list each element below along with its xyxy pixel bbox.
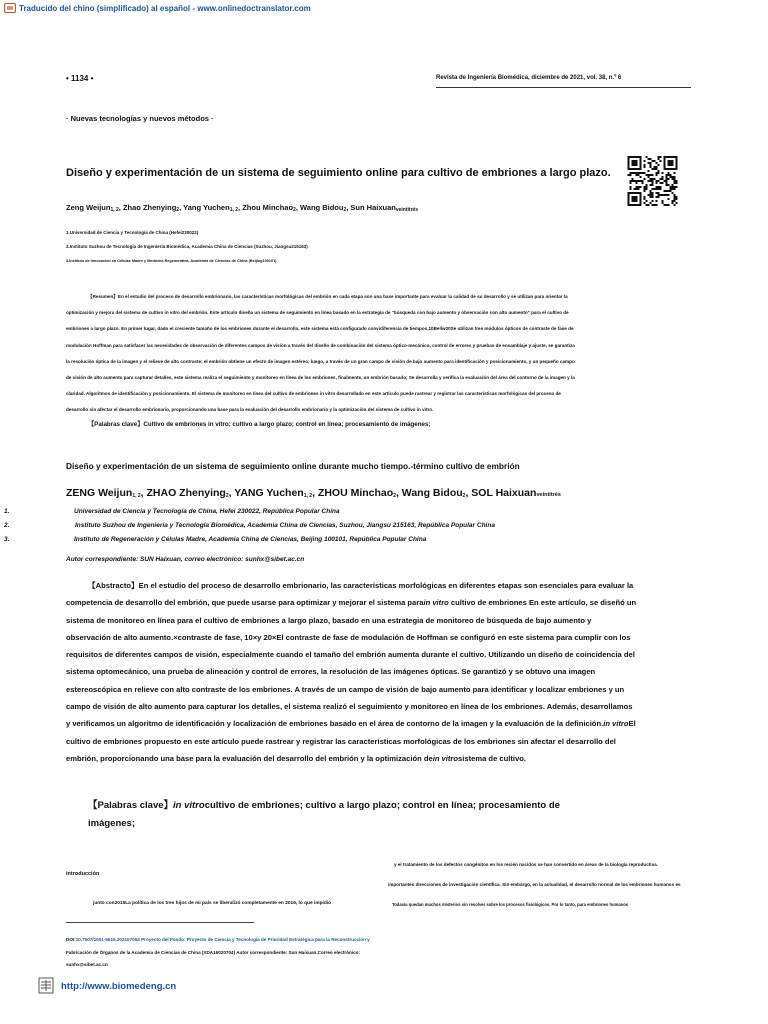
abstract-es-line: optimización y mejora del sistema de cultivo in vitro del embrión. Este artículo diseña un sistema de seguimiento en línea basado en la estrategia de "búsqueda con bajo aumento y observación con alto aumento" para el cultivo de	[66, 310, 569, 316]
intro-heading: introducción	[66, 871, 100, 877]
header-rule	[436, 87, 691, 88]
journal-header: Revista de Ingeniería Biomédica, diciembre de 2021, vol. 38, n.º 6	[436, 75, 622, 81]
footer-url-link[interactable]: http://www.biomedeng.cn	[61, 981, 177, 992]
author-name: Sun Haixuan	[350, 203, 396, 212]
translator-link[interactable]: Traducido del chino (simplificado) al español - www.onlinedoctranslator.com	[19, 3, 311, 13]
section-label: · Nuevas tecnologías y nuevos métodos ·	[66, 114, 214, 123]
keywords-es: 【Palabras clave】Cultivo de embriones in vitro; cultivo a largo plazo; control en línea; procesamiento de imágenes;	[88, 421, 431, 428]
doi-label: DOI:	[66, 937, 76, 942]
page-number: • 1134 •	[66, 74, 94, 83]
footnote-rule	[66, 922, 254, 923]
author-affiliation-mark: 1, 2	[303, 493, 313, 499]
author-affiliation-mark: veintitrés	[536, 492, 561, 498]
author-list-es: Zeng Weijun$_{1, 2}$, Zhao Zhenying$_2$, Yang Yuchen$_{1, 2}$, Zhou Minchao$_2$, Wang Bidou$_2$, Sun Haixuan$_{veintitrés}$	[66, 203, 419, 213]
intro-left-line: junto con2015La política de los tres hijos de mi país se liberalizó completamente en 2016, lo que impidió	[93, 901, 332, 906]
author-name: ZENG Weijun	[66, 487, 133, 499]
abstract-en-text: cultivo de embriones En este artículo, se diseñó un sistema de monitoreo en línea para el cultivo de embriones a largo plazo, basado en una estrategia de monitoreo de búsqueda de bajo aumento y observación de alto aumento.×contraste de fase, 10×y 20×El contraste de fase de modulación de Hoffman se configuró en este sistema para cumplir con los requisitos de diferentes campos de visión, especialmente cuando el tamaño del embrión aumenta durante el cultivo. Utilizando un diseño de coincidencia del sistema optomecánico, una prueba de alineación y control de errores, la resolución de las imágenes ópticas. Se garantizó y se obtuvo una imagen estereoscópica en relieve con alto contraste de los embriones. A través de un campo de visión de bajo aumento para identificar y localizar embriones y un campo de visión de alto aumento para capturar los detalles, el sistema realizó el seguimiento y monitoreo en línea de los embriones. Además, desarrollamos y verificamos un algoritmo de identificación y localización de embriones basado en el área de contorno de la imagen y la evaluación de la definición.	[66, 598, 637, 729]
affiliation-en-1	[4, 508, 340, 515]
keywords-en-italic: in vitro	[173, 800, 205, 811]
author-affiliation-mark: 2	[176, 207, 180, 213]
keywords-en	[88, 797, 608, 833]
journal-logo-icon	[38, 977, 54, 994]
keywords-en-text: cultivo de embriones; cultivo a largo plazo; control en línea; procesamiento de imágenes;	[88, 800, 560, 829]
affiliation-es-3: 3.Instituto de Innovación en Células Madre y Medicina Regenerativa, Academia de Ciencias de China (Beijing100101)	[66, 259, 277, 263]
affiliation-number: 2.	[4, 522, 10, 529]
abstract-es-line: desarrollo sin afectar el desarrollo embrionario, proporcionando una base para la evaluación del desarrollo embrionario y la optimización del sistema de cultivo in vitro.	[66, 407, 434, 413]
author-affiliation-mark: 2	[343, 207, 347, 213]
footnote-line-3: sunhx@sibet.ac.cn	[66, 962, 108, 967]
abstract-en-text: En el estudio del proceso de desarrollo embrionario, las características morfológicas en diferentes etapas son esenciales para evaluar la competencia de desarrollo del embrión, que puede usarse para optimizar y mejorar el sistema para	[66, 581, 634, 608]
affiliation-number: 3.	[4, 536, 10, 543]
author-name: Wang Bidou	[401, 487, 463, 499]
abstract-es-label: 【Resumen】	[88, 294, 118, 299]
affiliation-text: Instituto de Regeneración y Células Madre, Academia China de Ciencias, Beijing 100101, República Popular China	[74, 536, 427, 543]
author-list-en: ZENG Weijun$_{1, 2}$, ZHAO Zhenying$_2$, YANG Yuchen$_{1, 2}$, ZHOU Minchao$_2$, Wang Bidou$_2$, SOL Haixuanveintitrés	[66, 487, 561, 499]
affiliation-en-3	[4, 536, 427, 543]
paper-title-es: Diseño y experimentación de un sistema de seguimiento online para cultivo de embriones a largo plazo.	[66, 167, 611, 179]
doi-link[interactable]: 10.7507/1001-5515.202107053 Proyecto del Fondo: Proyecto de Ciencia y Tecnología de Prioridad Estratégica para la Reconstrucción y	[75, 937, 370, 942]
abstract-en	[66, 577, 638, 767]
abstract-es-line: claridad. Algoritmos de identificación y posicionamiento. El sistema de monitoreo en línea del cultivo de embriones in vitro desarrollado en este artículo puede rastrear y registrar las características morfológicas del proceso de	[66, 391, 561, 397]
author-affiliation-mark: veintitrés	[395, 207, 419, 213]
abstract-en-italic: in vitro	[603, 719, 629, 729]
affiliation-text: Instituto Suzhou de Ingeniería y Tecnología Biomédica, Academia China de Ciencias, Suzhou, Jiangsu 215163, República Popular China	[75, 522, 495, 529]
affiliation-number: 1.	[4, 508, 10, 515]
abstract-en-text: sistema de cultivo.	[458, 753, 526, 763]
affiliation-text: Universidad de Ciencia y Tecnología de China, Hefei 230022, República Popular China	[74, 508, 340, 515]
author-name: Zeng Weijun	[66, 203, 111, 212]
affiliation-es-2: 2.Instituto Suzhou de Tecnología de Ingeniería Biomédica, Academia China de Ciencias (Suzhou, Jiangsu215163)	[66, 244, 308, 249]
abstract-es-line: de visión de alto aumento para capturar detalles, este sistema realiza el seguimiento y monitoreo en línea de los embriones, finalmente, un embrión basado; Se desarrolla y verifica la evaluación del área del contorno de la imagen y la	[66, 375, 575, 381]
corresponding-author: Autor correspondiente: SUN Haixuan, correo electrónico: sunhx@sibet.ac.cn	[66, 556, 305, 563]
author-name: ZHAO Zhenying	[146, 487, 226, 499]
author-name: Yang Yuchen	[183, 203, 230, 212]
abstract-es-line: En el estudio del proceso de desarrollo embrionario, las características morfológicas del embrión en cada etapa son una base importante para evaluar la calidad de su desarrollo y se utilizan para orientar la	[117, 294, 568, 299]
author-name: SOL Haixuan	[471, 487, 537, 499]
abstract-en-text: El cultivo de embriones propuesto en este artículo puede rastrear y registrar las características morfológicas de los embriones sin afectar el desarrollo del embrión, proporcionando una base para la evaluación del desarrollo del embrión y la optimización de	[66, 719, 636, 763]
paper-title-en: Diseño y experimentación de un sistema de seguimiento online durante mucho tiempo.-término cultivo de embrión	[66, 461, 520, 471]
author-affiliation-mark: 2	[225, 493, 229, 499]
intro-right-line-2: importantes direcciones de investigación científica. Sin embargo, en la actualidad, el desarrollo normal de los embriones humanos es	[388, 882, 681, 887]
author-name: Zhao Zhenying	[122, 203, 177, 212]
abstract-es-line: la resolución óptica de la imagen y el relieve de alto contraste; el embrión obtiene un efecto de imagen estéreo; luego, a través de un gran campo de visión de bajo aumento para identificación y posicionamiento, y un pequeño campo	[66, 358, 575, 364]
author-name: YANG Yuchen	[234, 487, 304, 499]
abstract-es-line: modulación Hoffman para satisfacer las necesidades de observación de diferentes campos de visión a través del diseño de combinación del sistema óptico-mecánico, control de errores y pruebas de ensamblaje y ajuste, se garantiza	[66, 342, 575, 348]
abstract-es	[66, 289, 644, 419]
affiliation-es-1: 1.Universidad de Ciencia y Tecnología de China (Hefei230022)	[66, 230, 199, 235]
document-icon	[4, 3, 16, 13]
intro-right-line-1: y el tratamiento de los defectos congénitos en los recién nacidos se han convertido en áreas de la biología reproductiva.	[394, 862, 658, 867]
author-name: ZHOU Minchao	[317, 487, 394, 499]
keywords-en-label: 【Palabras clave】	[88, 800, 174, 811]
doi-line	[66, 937, 370, 942]
qr-code-icon	[626, 156, 679, 206]
affiliation-en-2	[4, 522, 495, 529]
author-affiliation-mark: 2	[393, 493, 396, 499]
author-affiliation-mark: 2	[462, 493, 466, 499]
author-name: Zhou Minchao	[242, 203, 294, 212]
author-affiliation-mark: 1, 2	[229, 207, 239, 213]
translation-banner	[4, 2, 311, 14]
abstract-en-label: 【Abstracto】	[88, 581, 139, 590]
abstract-en-italic: in vitro	[432, 753, 459, 763]
author-affiliation-mark: 2	[293, 207, 296, 213]
abstract-es-line: embriones a largo plazo. En primer lugar, dado el creciente tamaño de los embriones durante el desarrollo, este sistema está configurado convidiferencia de tiempos,10Bellw20Se utilizan tres módulos ópticos de contraste de fase de	[66, 326, 574, 332]
abstract-en-italic: in vitro	[423, 598, 449, 608]
footnote-line-2: Fabricación de Órganos de la Academia de Ciencias de China (XDA16020704) Autor correspondiente: Sun Haixuan,Correo electrónico:	[66, 950, 360, 955]
intro-right-line-3: Todavía quedan muchos misterios sin resolver sobre los procesos fisiológicos. Por lo tanto, para embriones humanos	[392, 902, 629, 907]
author-affiliation-mark: 1, 2	[132, 493, 141, 499]
author-name: Wang Bidou	[299, 203, 344, 212]
author-affiliation-mark: 1, 2	[110, 207, 119, 213]
